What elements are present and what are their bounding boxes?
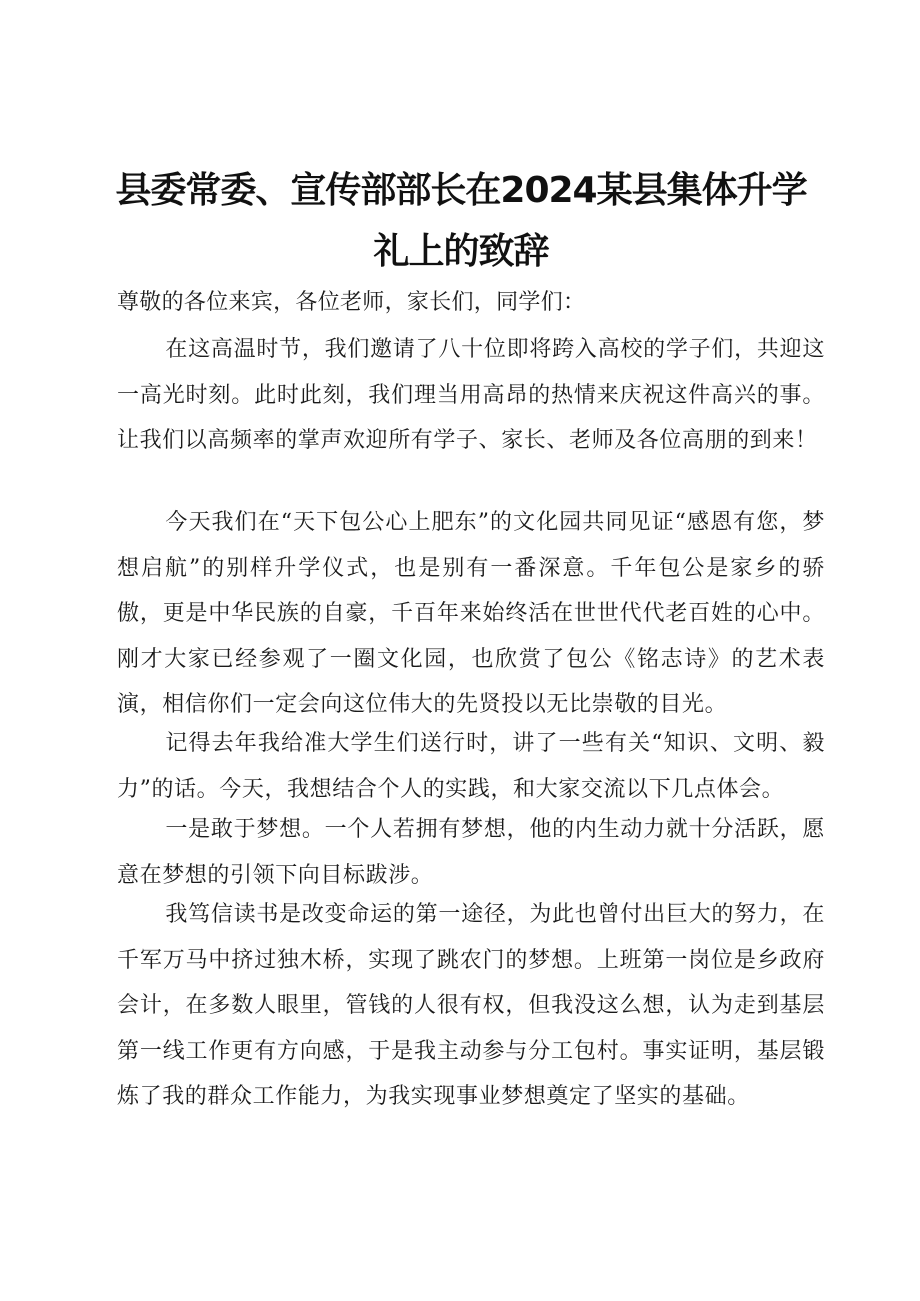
title-line-2: 礼上的致辞 <box>373 231 549 272</box>
paragraph-2: 今天我们在“天下包公心上肥东”的文化园共同见证“感恩有您，梦想启航”的别样升学仪式，也是别有一番深意。千年包公是家乡的骄傲，更是中华民族的自豪，千百年来始终活在世世代代老百姓的心中。刚才大家已经参观了一圈文化园，也欣赏了包公《铭志诗》的艺术表演，相信你们一定会向这位伟大的先贤投以无比崇敬的目光。 <box>117 510 825 717</box>
paragraph-1: 在这高温时节，我们邀请了八十位即将跨入高校的学子们，共迎这一高光时刻。此时此刻，我们理当用高昂的热情来庆祝这件高兴的事。让我们以高频率的掌声欢迎所有学子、家长、老师及各位高朋的到来！ <box>117 337 825 453</box>
paragraph-5: 我笃信读书是改变命运的第一途径，为此也曾付出巨大的努力，在千军万马中挤过独木桥，实现了跳农门的梦想。上班第一岗位是乡政府会计，在多数人眼里，管钱的人很有权，但我没这么想，认为走到基层第一线工作更有方向感，于是我主动参与分工包村。事实证明，基层锻炼了我的群众工作能力，为我实现事业梦想奠定了坚实的基础。 <box>117 902 825 1109</box>
salutation: 尊敬的各位来宾，各位老师，家长们，同学们： <box>117 290 586 315</box>
title-line-1: 县委常委、宣传部部长在2024某县集体升学 <box>115 170 807 211</box>
paragraph-4: 一是敢于梦想。一个人若拥有梦想，他的内生动力就十分活跃，愿意在梦想的引领下向目标跋涉。 <box>117 817 825 888</box>
paragraph-3: 记得去年我给准大学生们送行时，讲了一些有关“知识、文明、毅力”的话。今天，我想结合个人的实践，和大家交流以下几点体会。 <box>117 731 825 802</box>
